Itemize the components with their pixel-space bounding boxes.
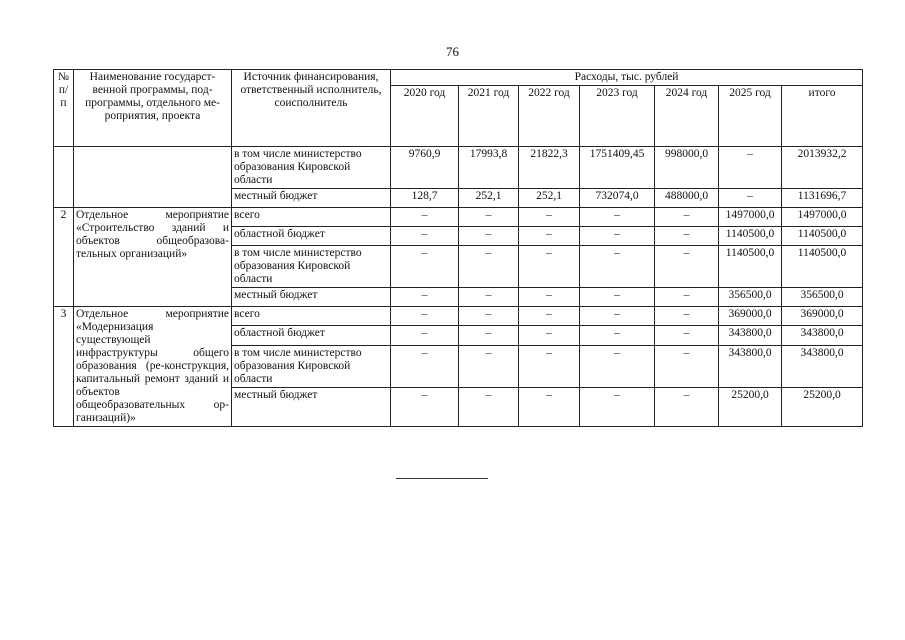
year-value-cell: – [655,388,719,427]
year-value-cell: – [391,388,459,427]
total-cell: 1140500,0 [782,246,863,288]
header-year-2024: 2024 год [655,86,719,147]
measure-name: Отдельное мероприятие «Модернизация существующей инфраструктуры общего образования (ре-конструкция, капитальный ремонт зданий и объектов общеобразовательных ор-ганизаций)» [74,307,232,427]
header-total: итого [782,86,863,147]
funding-source: в том числе министерство образования Кировской области [232,147,391,189]
table-row [54,208,863,227]
table-row [54,147,863,189]
year-value-cell: – [655,208,719,227]
year-value-cell: 252,1 [519,189,580,208]
funding-source: в том числе министерство образования Кировской области [232,246,391,288]
year-value-cell: 488000,0 [655,189,719,208]
year-value-cell: – [519,246,580,288]
year-value-cell: – [459,288,519,307]
year-value-cell: – [391,227,459,246]
header-year-2023: 2023 год [580,86,655,147]
year-value-cell: – [391,208,459,227]
table-body [54,147,863,427]
year-value-cell: 1751409,45 [580,147,655,189]
year-value-cell: – [655,288,719,307]
year-value-cell: – [655,345,719,388]
year-value-cell: – [391,307,459,326]
total-cell: 2013932,2 [782,147,863,189]
year-value-cell: 1497000,0 [719,208,782,227]
year-value-cell: – [519,307,580,326]
year-value-cell: 17993,8 [459,147,519,189]
header-year-2020: 2020 год [391,86,459,147]
year-value-cell: – [391,345,459,388]
header-year-2021: 2021 год [459,86,519,147]
year-value-cell: – [719,189,782,208]
header-year-2022: 2022 год [519,86,580,147]
measure-name: Отдельное мероприятие «Строительство зданий и объектов общеобразова-тельных организаций» [74,208,232,307]
year-value-cell: – [459,208,519,227]
page-number: 76 [446,44,459,59]
year-value-cell: – [459,326,519,345]
year-value-cell: 9760,9 [391,147,459,189]
year-value-cell: – [655,326,719,345]
year-value-cell: – [719,147,782,189]
year-value-cell: – [391,246,459,288]
total-cell: 356500,0 [782,288,863,307]
year-value-cell: 356500,0 [719,288,782,307]
total-cell: 343800,0 [782,326,863,345]
row-number [54,147,74,208]
measure-name [74,147,232,208]
year-value-cell: – [655,307,719,326]
row-number: 2 [54,208,74,307]
year-value-cell: – [519,288,580,307]
total-cell: 369000,0 [782,307,863,326]
year-value-cell: – [519,227,580,246]
year-value-cell: 252,1 [459,189,519,208]
year-value-cell: 343800,0 [719,345,782,388]
year-value-cell: – [391,326,459,345]
header-expenses: Расходы, тыс. рублей [391,70,863,86]
year-value-cell: – [580,208,655,227]
year-value-cell: – [519,208,580,227]
table-header [54,70,863,147]
year-value-cell: – [580,307,655,326]
year-value-cell: – [519,345,580,388]
year-value-cell: – [580,246,655,288]
year-value-cell: – [459,246,519,288]
total-cell: 1140500,0 [782,227,863,246]
year-value-cell: – [655,227,719,246]
total-cell: 343800,0 [782,345,863,388]
header-year-2025: 2025 год [719,86,782,147]
year-value-cell: – [580,345,655,388]
year-value-cell: 128,7 [391,189,459,208]
year-value-cell: 1140500,0 [719,246,782,288]
total-cell: 1497000,0 [782,208,863,227]
year-value-cell: 21822,3 [519,147,580,189]
funding-source: всего [232,307,391,326]
year-value-cell: – [459,307,519,326]
funding-source: в том числе министерство образования Кировской области [232,345,391,388]
year-value-cell: – [459,227,519,246]
funding-source: местный бюджет [232,288,391,307]
year-value-cell: 732074,0 [580,189,655,208]
funding-source: всего [232,208,391,227]
header-number: № п/п [54,70,74,147]
year-value-cell: 1140500,0 [719,227,782,246]
year-value-cell: 998000,0 [655,147,719,189]
funding-source: областной бюджет [232,326,391,345]
year-value-cell: – [519,388,580,427]
total-cell: 1131696,7 [782,189,863,208]
funding-source: местный бюджет [232,189,391,208]
budget-table [53,69,863,427]
year-value-cell: – [519,326,580,345]
year-value-cell: – [459,388,519,427]
header-source: Источник финансирования, ответственный исполнитель, соисполнитель [232,70,391,147]
year-value-cell: 25200,0 [719,388,782,427]
year-value-cell: – [580,288,655,307]
year-value-cell: – [459,345,519,388]
year-value-cell: – [580,388,655,427]
year-value-cell: – [655,246,719,288]
year-value-cell: – [580,227,655,246]
end-rule [396,478,488,479]
year-value-cell: – [391,288,459,307]
year-value-cell: 369000,0 [719,307,782,326]
header-name: Наименование государст-венной программы, под-программы, отдельного ме-роприятия, проекта [74,70,232,147]
funding-source: областной бюджет [232,227,391,246]
year-value-cell: – [580,326,655,345]
total-cell: 25200,0 [782,388,863,427]
row-number: 3 [54,307,74,427]
funding-source: местный бюджет [232,388,391,427]
year-value-cell: 343800,0 [719,326,782,345]
table-row [54,307,863,326]
